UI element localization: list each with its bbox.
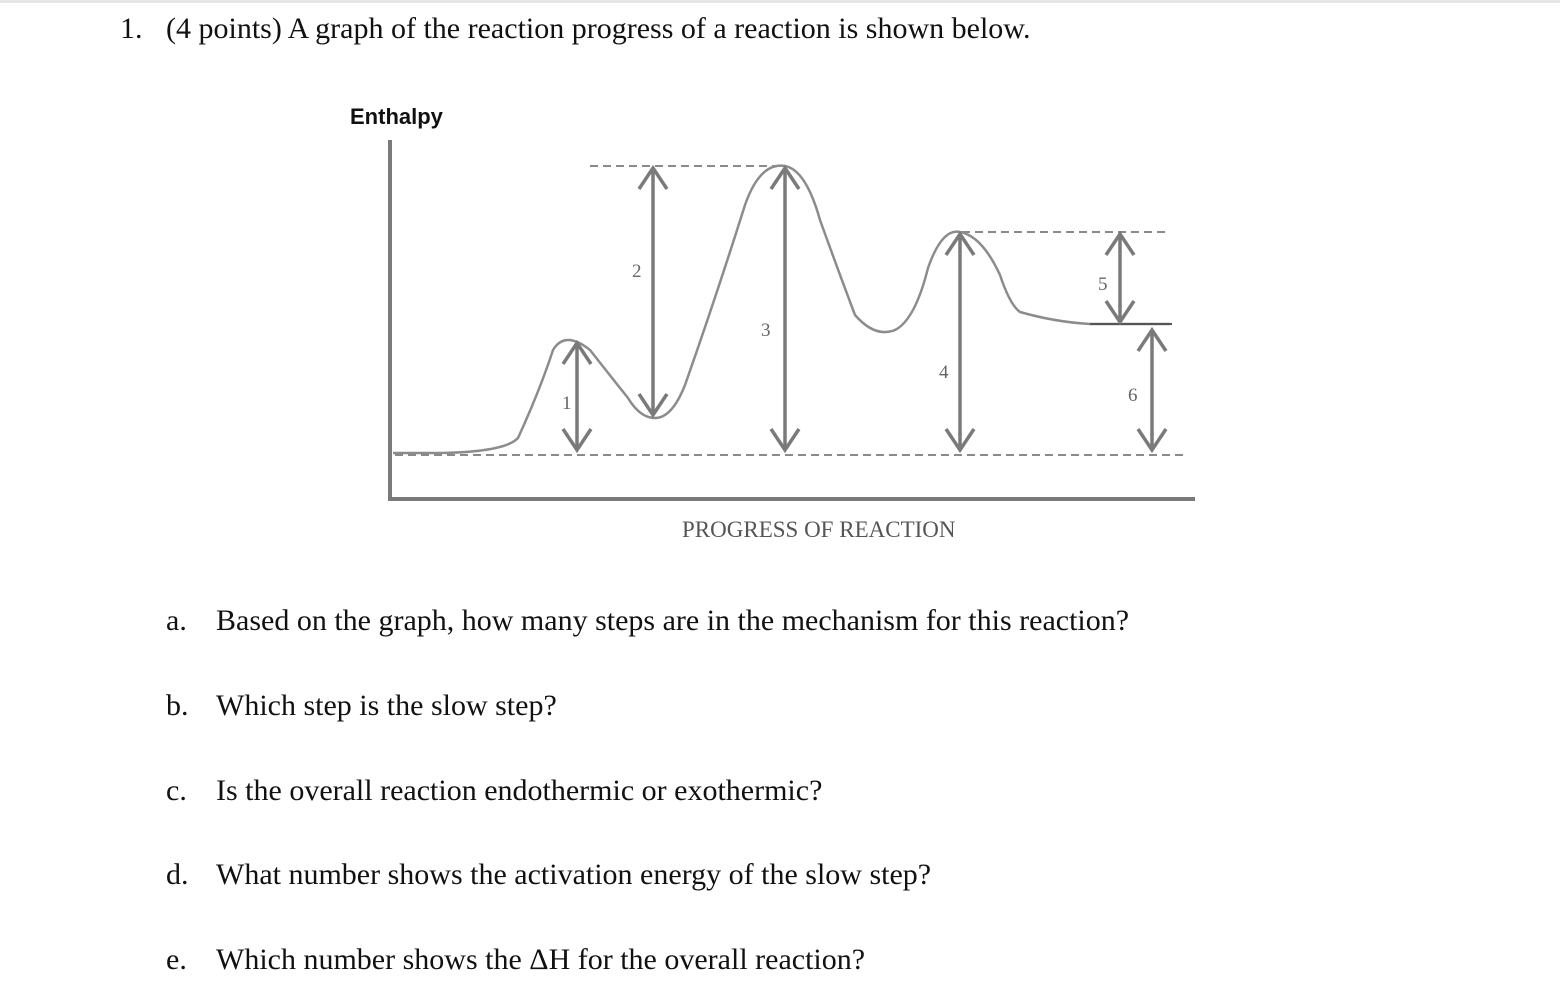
sub-question-letter: c. bbox=[166, 774, 187, 807]
arrow-6 bbox=[1138, 330, 1166, 450]
arrow-label-2: 2 bbox=[632, 261, 642, 282]
sub-question-b bbox=[166, 689, 557, 723]
question-number: 1. bbox=[120, 12, 143, 45]
arrow-label-1: 1 bbox=[562, 393, 572, 414]
y-axis-label: Enthalpy bbox=[350, 104, 443, 129]
sub-question-text: Which number shows the ΔH for the overall reaction? bbox=[216, 943, 866, 976]
arrow-2 bbox=[639, 168, 667, 415]
sub-question-c bbox=[166, 774, 822, 808]
sub-question-text: Is the overall reaction endothermic or exothermic? bbox=[216, 774, 823, 807]
question-text: (4 points) A graph of the reaction progress of a reaction is shown below. bbox=[166, 12, 1031, 45]
sub-question-letter: e. bbox=[166, 943, 187, 976]
sub-question-text: Based on the graph, how many steps are in the mechanism for this reaction? bbox=[216, 604, 1130, 637]
arrow-3 bbox=[771, 168, 799, 450]
arrow-4 bbox=[946, 234, 974, 450]
sub-question-d bbox=[166, 858, 931, 892]
arrow-label-4: 4 bbox=[939, 362, 949, 383]
energy-curve bbox=[393, 166, 1170, 453]
sub-question-a bbox=[166, 604, 1129, 638]
sub-question-text: Which step is the slow step? bbox=[216, 689, 557, 722]
sub-question-letter: d. bbox=[166, 858, 189, 891]
arrow-5 bbox=[1106, 234, 1134, 322]
arrow-label-5: 5 bbox=[1098, 274, 1108, 295]
x-axis-label: PROGRESS OF REACTION bbox=[682, 517, 956, 542]
sub-question-letter: a. bbox=[166, 604, 187, 637]
sub-question-e bbox=[166, 943, 865, 977]
sub-question-text: What number shows the activation energy of the slow step? bbox=[216, 858, 932, 891]
arrow-label-3: 3 bbox=[761, 320, 771, 341]
arrow-label-6: 6 bbox=[1128, 385, 1138, 406]
sub-question-letter: b. bbox=[166, 689, 189, 722]
